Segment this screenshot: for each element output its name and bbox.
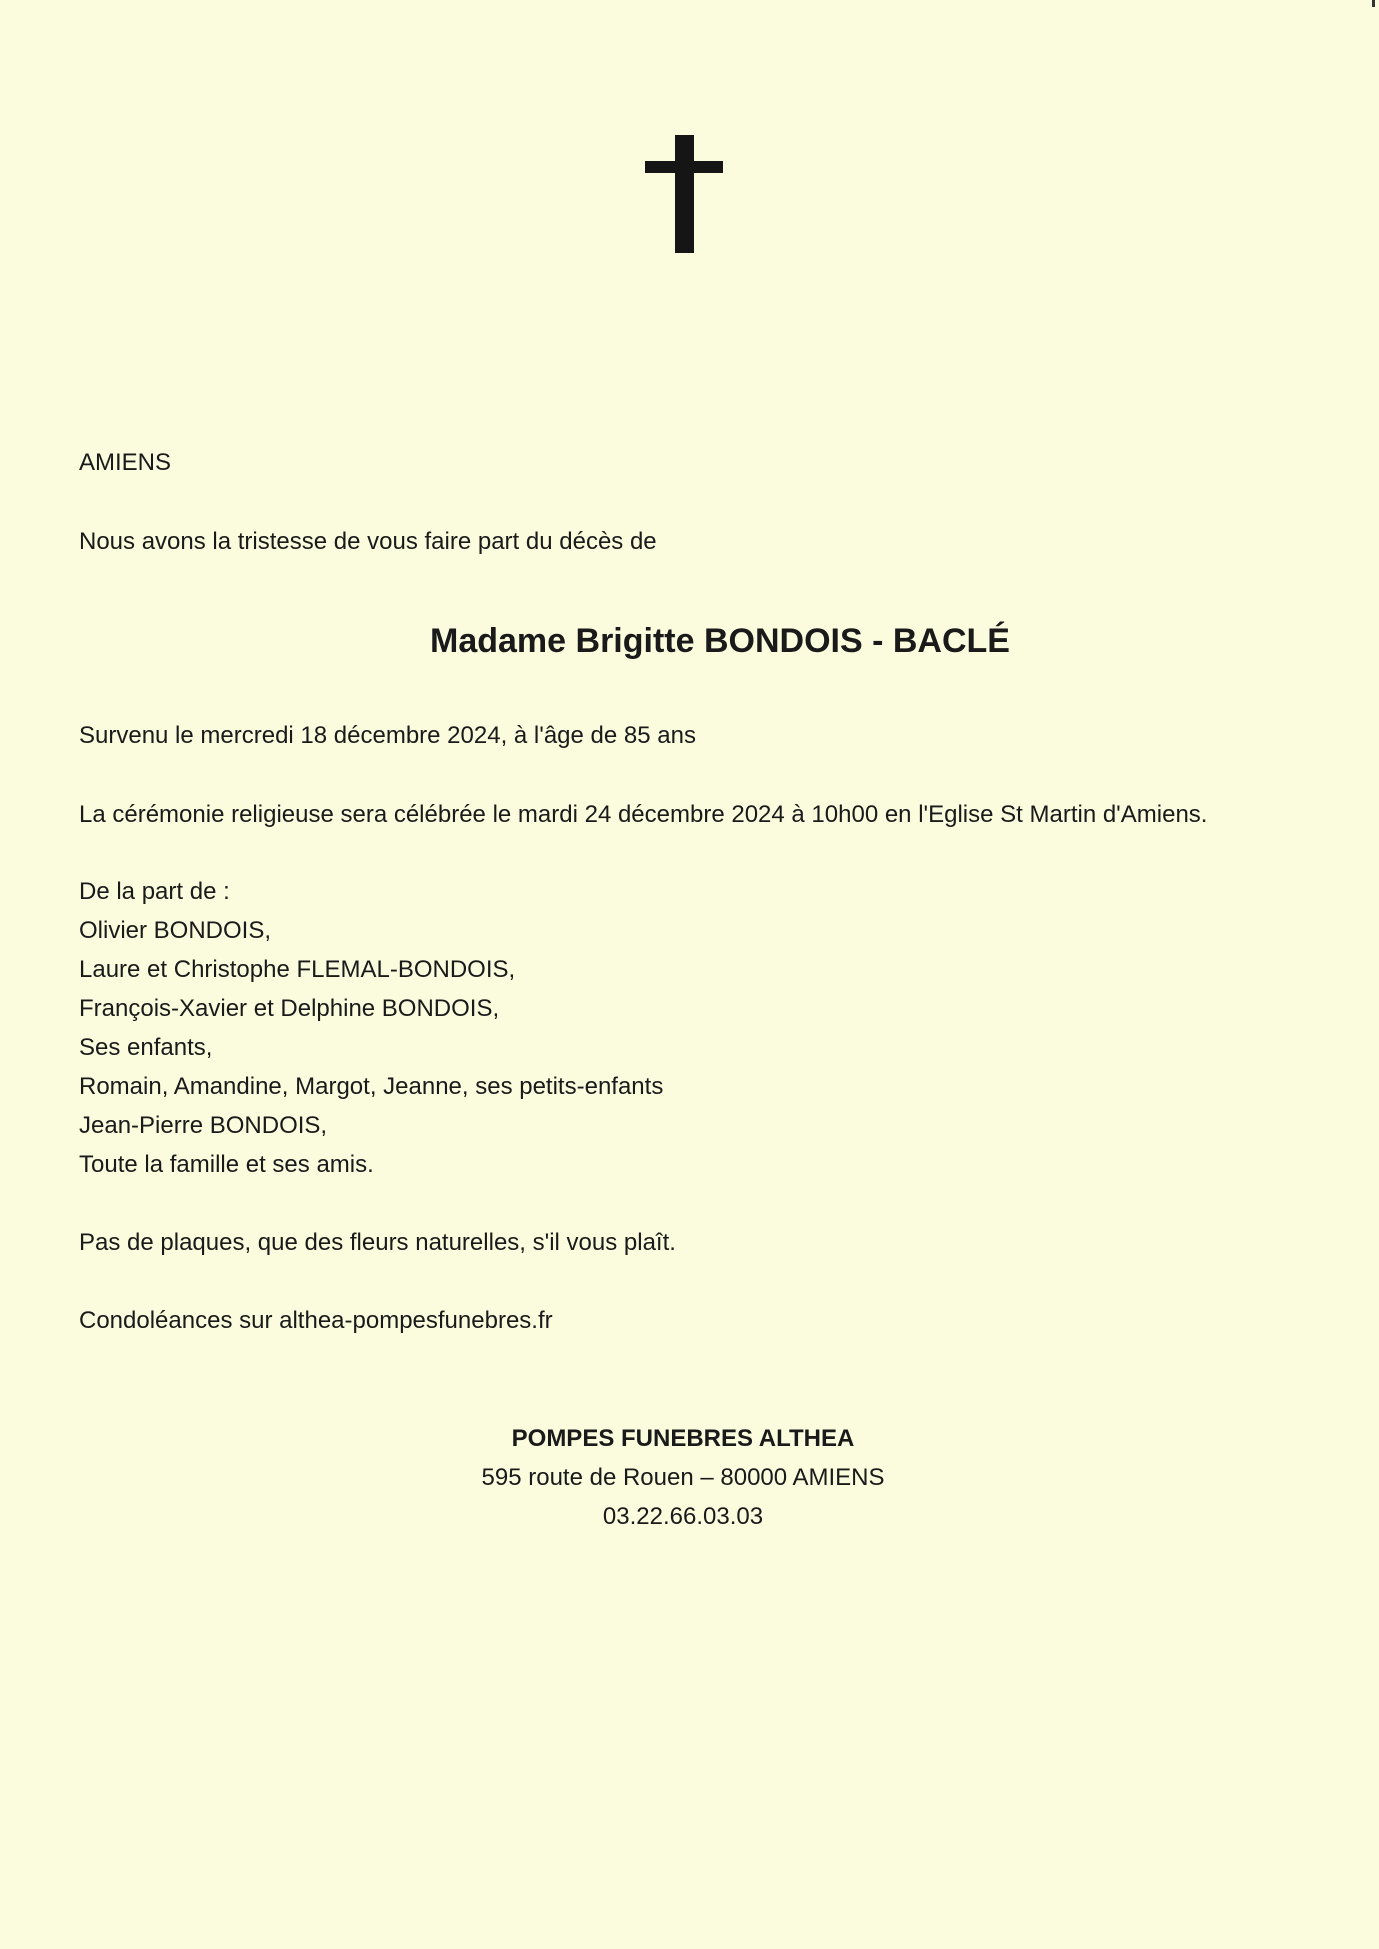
- funeral-home-address: 595 route de Rouen – 80000 AMIENS: [481, 1464, 885, 1491]
- flowers-note: Pas de plaques, que des fleurs naturelles, s'il vous plaît.: [79, 1229, 676, 1256]
- family-line: François-Xavier et Delphine BONDOIS,: [79, 995, 500, 1022]
- ceremony-info: La cérémonie religieuse sera célébrée le mardi 24 décembre 2024 à 10h00 en l'Eglise St Martin d'Amiens.: [79, 801, 1208, 828]
- family-block: [79, 878, 663, 1190]
- funeral-home-name: POMPES FUNEBRES ALTHEA: [511, 1425, 855, 1452]
- family-line: Ses enfants,: [79, 1034, 213, 1061]
- family-line: Toute la famille et ses amis.: [79, 1151, 374, 1178]
- family-line: Laure et Christophe FLEMAL-BONDOIS,: [79, 956, 516, 983]
- intro-text: Nous avons la tristesse de vous faire part du décès de: [79, 528, 657, 555]
- cross-icon: [645, 135, 723, 253]
- family-line: Olivier BONDOIS,: [79, 917, 272, 944]
- deceased-name: Madame Brigitte BONDOIS - BACLÉ: [430, 622, 1010, 660]
- location: AMIENS: [79, 449, 172, 476]
- scan-edge-mark: [1372, 0, 1375, 7]
- family-line: Jean-Pierre BONDOIS,: [79, 1112, 328, 1139]
- funeral-home-phone: 03.22.66.03.03: [602, 1503, 764, 1530]
- family-heading: De la part de :: [79, 878, 230, 905]
- death-info: Survenu le mercredi 18 décembre 2024, à l'âge de 85 ans: [79, 722, 696, 749]
- condolences-text: Condoléances sur althea-pompesfunebres.fr: [79, 1307, 553, 1334]
- family-line: Romain, Amandine, Margot, Jeanne, ses petits-enfants: [79, 1073, 664, 1100]
